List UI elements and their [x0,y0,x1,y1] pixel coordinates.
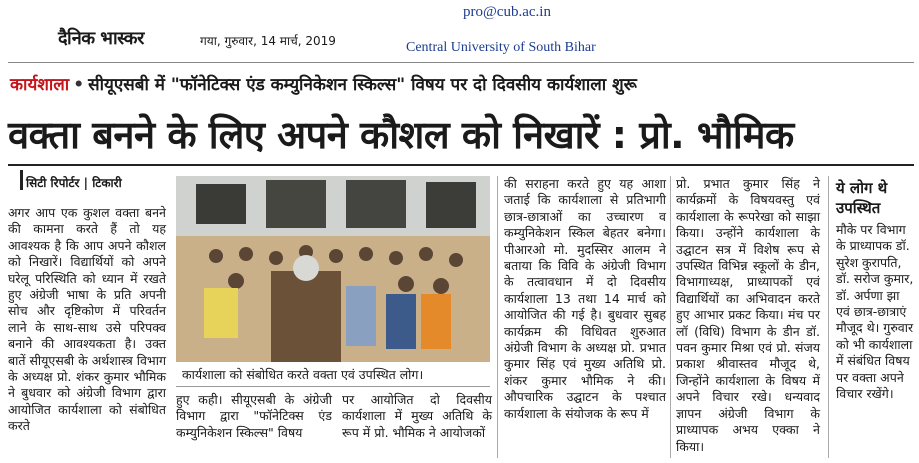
column-divider-3 [497,176,498,458]
byline: सिटी रिपोर्टर | टिकारी [26,176,122,190]
stamp-university: Central University of South Bihar [406,40,596,55]
headline: वक्ता बनने के लिए अपने कौशल को निखारें : प्रो. भौमिक [8,113,794,157]
sidebar-heading: ये लोग थे उपस्थित [836,179,888,217]
bullet-separator: • [73,75,85,95]
newspaper-logo: दैनिक भास्कर [58,28,144,49]
stamp-email: pro@cub.ac.in [463,4,551,20]
article-column-1: अगर आप एक कुशल वक्ता बनने की कामना करते हैं तो यह आवश्यक है कि आप अपने कौशल को निखारें। विद्यार्थियों को अपने घरेलू परिस्थिति को ध्यान में रखते हुए अंग्रेजी भाषा के प्रति अपनी सोच और दृष्टिकोण में परिवर्तन लाने के साथ-साथ उसे परिपक्व बनाने की आवश्यकता है। उक्त बातें सीयूएसबी के अर्थशास्त्र विभाग के अध्यक्ष प्रो. शंकर कुमार भौमिक ने बुधवार को अंग्रेजी विभाग द्वारा आयोजित कार्यशाला को संबोधित करते [8,205,166,434]
photo-illustration [176,176,490,362]
headline-divider [8,164,914,166]
article-column-2a: हुए कही। सीयूएसबी के अंग्रेजी विभाग द्वारा "फॉनेटिक्स एंड कम्युनिकेशन स्किल्स" विषय [176,392,332,440]
sidebar-text: मौके पर विभाग के प्राध्यापक डॉ. सुरेश कुरापति, डॉ. सरोज कुमार, डॉ. अर्पणा झा एवं छात्र-छात्राएं मौजूद थे। गुरुवार को भी कार्यशाला में संबंधित विषय पर वक्ता अपने विचार रखेंगे। [836,222,914,402]
column-divider-4 [670,176,671,458]
photo-caption: कार्यशाला को संबोधित करते वक्ता एवं उपस्थित लोग। [182,367,424,382]
caption-divider [176,386,490,387]
article-column-4: प्रो. प्रभात कुमार सिंह ने कार्यक्रमों के विषयवस्तु एवं कार्यशाला के रूपरेखा को साझा किया। उन्होंने कार्यशाला के उद्घाटन सत्र में विशेष रूप से उपस्थित विभिन्न स्कूलों के डीन, विभागाध्यक्ष, प्राध्यापकों एवं विद्यार्थियों का अभिवादन करते हुए आभार प्रकट किया। मंच पर लॉ (विधि) विभाग के डीन डॉ. पवन कुमार मिश्रा एवं प्रो. संजय प्रकाश श्रीवास्तव मौजूद थे, जिन्होंने कार्यशाला के विषय में अपने विचार रखे। धन्यवाद ज्ञापन अंग्रेजी विभाग के प्राध्यापक अभय एक्का ने किया। [676,176,820,454]
kicker-line [10,72,637,95]
category-label: कार्यशाला [10,75,70,95]
top-divider [8,62,914,63]
event-photo [176,176,490,362]
column-divider-5 [828,176,829,458]
article-column-3: की सराहना करते हुए यह आशा जताई कि कार्यशाला से प्रतिभागी छात्र-छात्राओं का उच्चारण व कम्युनिकेशन स्किल बेहतर बनेगा। पीआरओ मो. मुदस्सिर आलम ने बताया कि विवि के अंग्रेजी विभाग के तत्वावधान में दो दिवसीय कार्यशाला 13 तथा 14 मार्च को आयोजित की गई है। बुधवार सुबह कार्यक्रम की विधिवत शुरुआत अंग्रेजी विभाग के अध्यक्ष प्रो. प्रभात कुमार सिंह एवं मुख्य अतिथि प्रो. शंकर कुमार भौमिक ने की। औपचारिक उद्घाटन के पश्चात कार्यशाला के संयोजक के रूप में [504,176,666,421]
kicker-text: सीयूएसबी में "फॉनेटिक्स एंड कम्युनिकेशन स्किल्स" विषय पर दो दिवसीय कार्यशाला शुरू [88,75,637,95]
article-column-2b: पर आयोजित दो दिवसीय कार्यशाला में मुख्य अतिथि के रूप में प्रो. भौमिक ने आयोजकों [342,392,492,440]
dateline: गया, गुरुवार, 14 मार्च, 2019 [200,34,336,48]
